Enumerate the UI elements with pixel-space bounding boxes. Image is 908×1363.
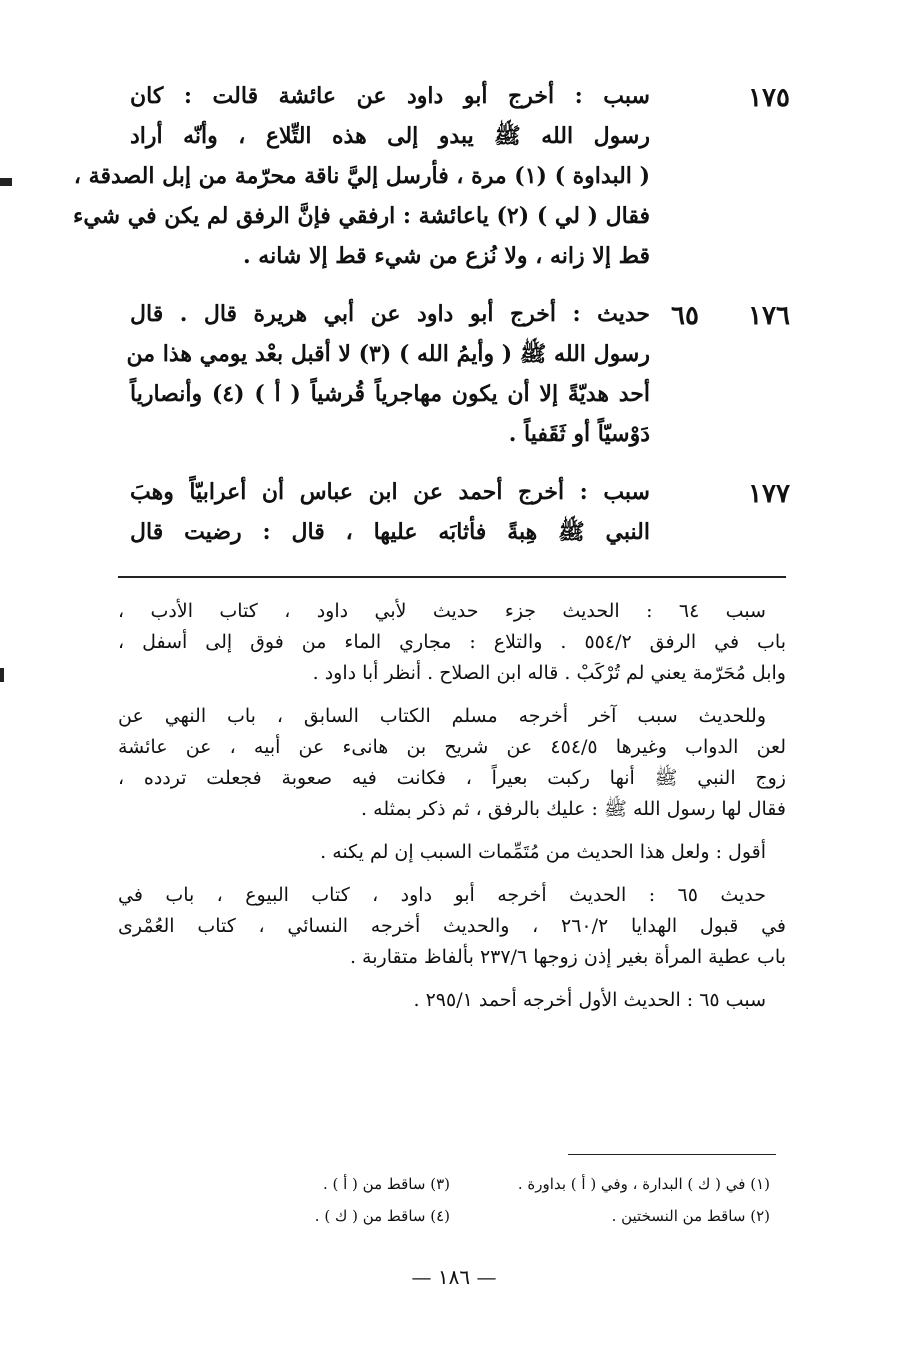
note-line: زوج النبي ﷺ أنها ركبت بعيراً ، فكانت فيه صعوبة فجعلت تردده ، bbox=[118, 767, 786, 789]
footnote-divider bbox=[568, 1154, 776, 1155]
entry-reference-number: ٦٥ bbox=[671, 301, 699, 331]
entry-text bbox=[73, 76, 650, 276]
section-divider bbox=[118, 576, 786, 578]
note-paragraph bbox=[118, 596, 786, 689]
page-number: — ١٨٦ — bbox=[411, 1265, 497, 1289]
note-line: فقال لها رسول الله ﷺ : عليك بالرفق ، ثم ذكر بمثله . bbox=[361, 798, 786, 820]
entry-line: سبب : أخرج أحمد عن ابن عباس أن أعرابيّاً وهبَ bbox=[130, 479, 650, 505]
note-line: حديث ٦٥ : الحديث أخرجه أبو داود ، كتاب البيوع ، باب في bbox=[118, 884, 766, 906]
footnote-1: (١) في ( ك ) البدارة ، وفي ( أ ) بداورة . bbox=[517, 1175, 770, 1193]
footnote-3: (٣) ساقط من ( أ ) . bbox=[322, 1175, 450, 1193]
note-paragraph bbox=[118, 985, 786, 1016]
entry-line: أحد هديّةً إلا أن يكون مهاجرياً قُرشياً ( أ ) (٤) وأنصارياً bbox=[130, 381, 650, 407]
entry-number: ١٧٥ bbox=[748, 83, 790, 113]
note-paragraph bbox=[118, 701, 786, 825]
entry-number: ١٧٦ bbox=[748, 301, 790, 331]
commentary-notes bbox=[118, 596, 786, 1028]
note-line: باب عطية المرأة بغير إذن زوجها ٢٣٧/٦ بألفاظ متقاربة . bbox=[349, 946, 786, 968]
entry-line: النبي ﷺ هِبةً فأثابَه عليها ، قال : رضيت قال bbox=[130, 519, 650, 545]
note-paragraph bbox=[118, 837, 786, 868]
entry-number: ١٧٧ bbox=[748, 479, 790, 509]
scan-mark-top bbox=[0, 178, 12, 186]
entry-text bbox=[126, 294, 650, 454]
note-paragraph bbox=[118, 880, 786, 973]
note-line: باب في الرفق ٥٥٤/٢ . والتلاع : مجاري الماء من فوق إلى أسفل ، bbox=[118, 631, 787, 653]
entry-line: رسول الله ﷺ ( وأيمُ الله ) (٣) لا أقبل بعْد يومي هذا من bbox=[126, 341, 650, 367]
note-line: لعن الدواب وغيرها ٤٥٤/٥ عن شريح بن هانىء عن أبيه ، عن عائشة bbox=[118, 736, 786, 758]
note-line: سبب ٦٥ : الحديث الأول أخرجه أحمد ٢٩٥/١ . bbox=[413, 989, 766, 1011]
entry-line: دَوْسيّاً أو ثَقَفياً . bbox=[508, 421, 650, 447]
entry-line: ( البداوة ) (١) مرة ، فأرسل إليَّ ناقة محرّمة من إبل الصدقة ، bbox=[73, 163, 650, 189]
note-line: وللحديث سبب آخر أخرجه مسلم الكتاب السابق ، باب النهي عن bbox=[118, 705, 766, 727]
entry-text bbox=[130, 472, 650, 552]
entry-line: قط إلا زانه ، ولا نُزع من شيء قط إلا شانه . bbox=[242, 243, 650, 269]
entry-line: سبب : أخرج أبو داود عن عائشة قالت : كان bbox=[130, 83, 650, 109]
scan-mark-bottom bbox=[0, 668, 4, 682]
note-line: سبب ٦٤ : الحديث جزء حديث لأبي داود ، كتاب الأدب ، bbox=[118, 600, 766, 622]
footnotes bbox=[180, 1168, 770, 1232]
footnote-2: (٢) ساقط من النسختين . bbox=[611, 1207, 770, 1225]
footnote-row bbox=[180, 1168, 770, 1200]
footnote-4: (٤) ساقط من ( ك ) . bbox=[314, 1207, 450, 1225]
entry-line: فقال ( لي ) (٢) ياعائشة : ارفقي فإنَّ الرفق لم يكن في شيء bbox=[73, 203, 650, 229]
footnote-row bbox=[180, 1200, 770, 1232]
note-line: أقول : ولعل هذا الحديث من مُتَمِّمات السبب إن لم يكنه . bbox=[320, 841, 766, 863]
entry-line: رسول الله ﷺ يبدو إلى هذه التِّلاع ، وأنّه أراد bbox=[130, 123, 650, 149]
entry-line: حديث : أخرج أبو داود عن أبي هريرة قال . قال bbox=[130, 301, 650, 327]
note-line: وابل مُحَرّمة يعني لم تُرْكَبْ . قاله ابن الصلاح . أنظر أبا داود . bbox=[312, 662, 786, 684]
note-line: في قبول الهدايا ٢٦٠/٢ ، والحديث أخرجه النسائي ، كتاب العُمْرى bbox=[118, 915, 786, 937]
